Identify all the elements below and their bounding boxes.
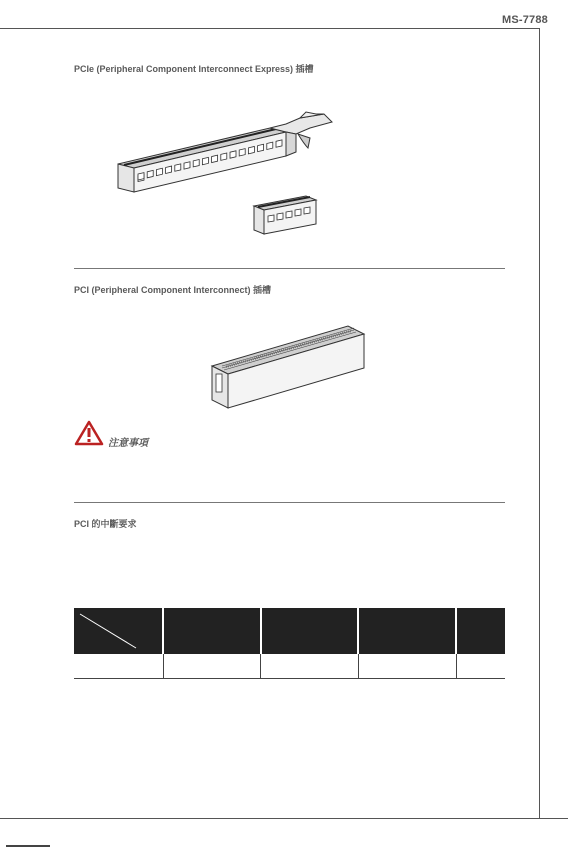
- footer-mark: [6, 845, 50, 847]
- pci-heading: PCI (Peripheral Component Interconnect) 插槽: [74, 285, 272, 295]
- slot-tooth: [138, 173, 144, 180]
- slot-tooth: [221, 153, 227, 160]
- slot-tooth: [267, 142, 273, 149]
- pci-slot-illustration: [208, 322, 370, 412]
- irq-table-header-cell: [163, 608, 261, 654]
- note-label: 注意事項: [108, 438, 148, 449]
- irq-table-header-cell: [261, 608, 359, 654]
- irq-heading: PCI 的中斷要求: [74, 519, 137, 529]
- slot-tooth: [248, 146, 254, 153]
- model-number: MS-7788: [501, 14, 548, 26]
- irq-table-corner-cell: [74, 608, 163, 654]
- table-cell: [261, 654, 359, 679]
- irq-table-header-cell: [456, 608, 505, 654]
- irq-table-header-cell: [358, 608, 456, 654]
- slot-tooth: [184, 162, 190, 169]
- pcie-x16-slot-illustration: [110, 104, 350, 196]
- slot-tooth: [193, 160, 199, 167]
- pcie-heading: PCIe (Peripheral Component Interconnect Express) 插槽: [74, 64, 314, 74]
- section-divider-1: [74, 268, 505, 269]
- table-cell: [456, 654, 505, 679]
- table-cell: [358, 654, 456, 679]
- irq-table-header-row: [74, 608, 505, 654]
- slot-tooth: [230, 151, 236, 158]
- slot-tooth: [276, 140, 282, 147]
- warning-icon: [74, 420, 104, 446]
- table-cell: [163, 654, 261, 679]
- frame-right-line: [539, 28, 540, 818]
- pcie-x1-slot-illustration: [250, 190, 320, 240]
- irq-table: [74, 608, 505, 679]
- slot-tooth: [258, 144, 264, 151]
- slot-tooth: [166, 166, 172, 173]
- slot-tooth: [239, 149, 245, 156]
- frame-top-line: [0, 28, 540, 29]
- section-divider-2: [74, 502, 505, 503]
- slot-tooth: [156, 168, 162, 175]
- slot-tooth: [202, 157, 208, 164]
- slot-tooth: [212, 155, 218, 162]
- slot-tooth: [175, 164, 181, 171]
- frame-bottom-line: [0, 818, 568, 819]
- table-row: [74, 654, 505, 679]
- table-cell: [74, 654, 163, 679]
- slot-tooth: [147, 170, 153, 177]
